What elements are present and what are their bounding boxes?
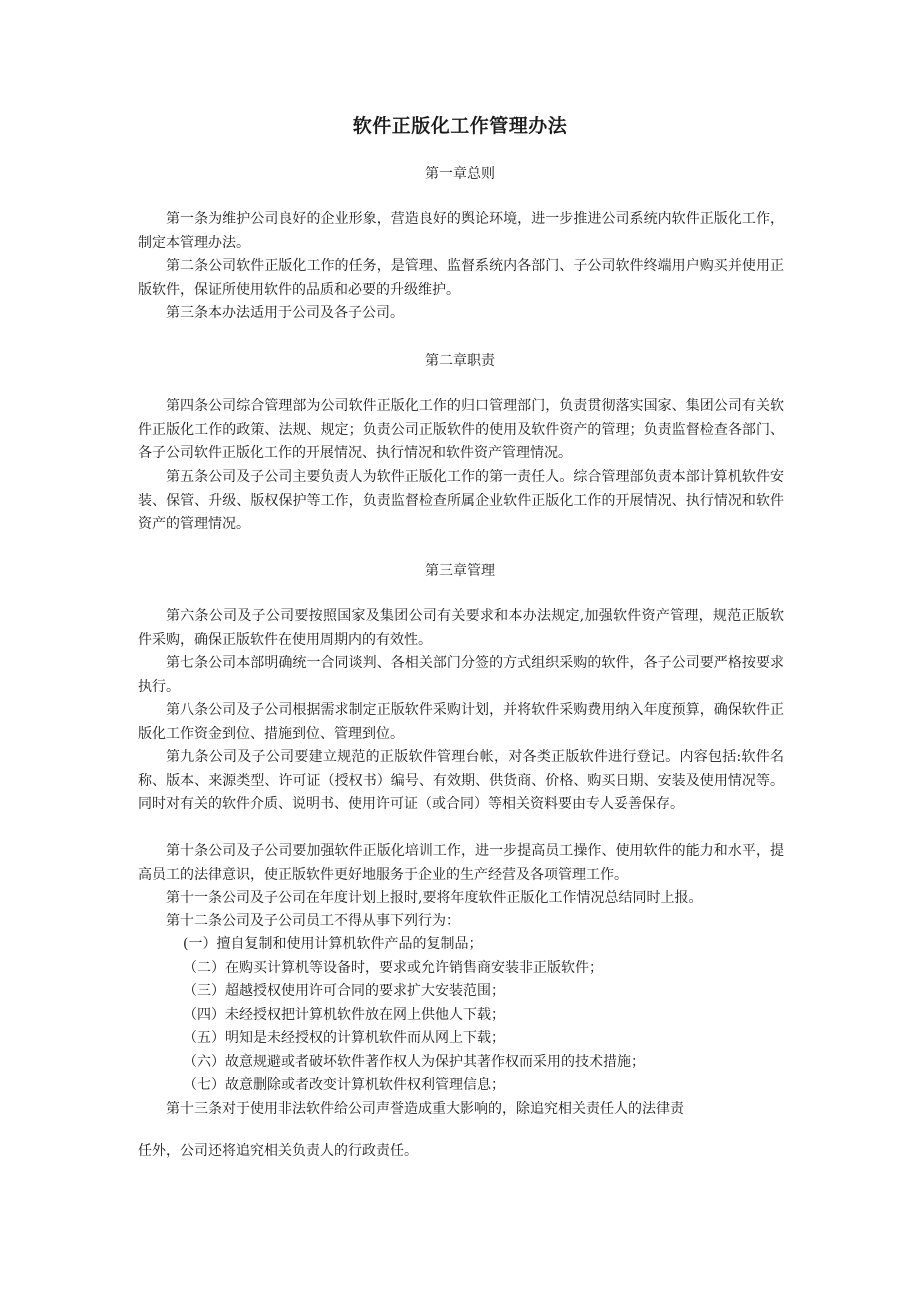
prohibited-item: （五）明知是未经授权的计算机软件而从网上下载； (183, 1030, 505, 1046)
article-10: 第十条公司及子公司要加强软件正版化培训工作，进一步提高员工操作、使用软件的能力和水平，提高员工的法律意识，使正版软件更好地服务于企业的生产经营及各项管理工作。 (138, 843, 784, 883)
prohibited-item: （三）超越授权使用许可合同的要求扩大安装范围； (183, 983, 505, 999)
article-13-line-1: 第十三条对于使用非法软件给公司声誉造成重大影响的，除追究相关责任人的法律责 (166, 1101, 684, 1117)
article-5: 第五条公司及子公司主要负责人为软件正版化工作的第一责任人。综合管理部负责本部计算机软件安装、保管、升级、版权保护等工作，负责监督检查所属企业软件正版化工作的开展情况、执行情况和软件资产的管理情况。 (138, 469, 784, 532)
article-7: 第七条公司本部明确统一合同谈判、各相关部门分签的方式组织采购的软件，各子公司要严格按要求执行。 (138, 655, 784, 695)
article-9: 第九条公司及子公司要建立规范的正版软件管理台帐，对各类正版软件进行登记。内容包括:软件名称、版本、来源类型、许可证（授权书）编号、有效期、供货商、价格、购买日期、安装及使用情况等。同时对有关的软件介质、说明书、使用许可证（或合同）等相关资料要由专人妥善保存。 (138, 749, 784, 812)
prohibited-item: （二）在购买计算机等设备时，要求或允许销售商安装非正版软件； (183, 960, 603, 976)
article-8: 第八条公司及子公司根据需求制定正版软件采购计划，并将软件采购费用纳入年度预算，确保软件正版化工作资金到位、措施到位、管理到位。 (138, 702, 784, 742)
article-12: 第十二条公司及子公司员工不得从事下列行为： (166, 913, 460, 929)
article-1: 第一条为维护公司良好的企业形象，营造良好的舆论环境，进一步推进公司系统内软件正版化工作，制定本管理办法。 (138, 211, 784, 251)
prohibited-item: （七）故意删除或者改变计算机软件权利管理信息； (183, 1077, 505, 1093)
document-title: 软件正版化工作管理办法 (352, 115, 568, 137)
prohibited-item: (一）擅自复制和使用计算机软件产品的复制品； (183, 936, 483, 952)
chapter-heading-1: 第一章总则 (425, 166, 495, 182)
article-13-line-2: 任外，公司还将追究相关负责人的行政责任。 (138, 1143, 418, 1159)
article-6: 第六条公司及子公司要按照国家及集团公司有关要求和本办法规定,加强软件资产管理，规范正版软件采购，确保正版软件在使用周期内的有效性。 (138, 608, 784, 648)
article-4: 第四条公司综合管理部为公司软件正版化工作的归口管理部门，负责贯彻落实国家、集团公司有关软件正版化工作的政策、法规、规定；负责公司正版软件的使用及软件资产的管理；负责监督检查各部门、各子公司软件正版化工作的开展情况、执行情况和软件资产管理情况。 (138, 398, 784, 461)
article-3: 第三条本办法适用于公司及各子公司。 (166, 305, 404, 321)
chapter-heading-2: 第二章职责 (425, 353, 495, 369)
article-2: 第二条公司软件正版化工作的任务，是管理、监督系统内各部门、子公司软件终端用户购买并使用正版软件，保证所使用软件的品质和必要的升级维护。 (138, 258, 784, 298)
prohibited-item: （四）未经授权把计算机软件放在网上供他人下载； (183, 1007, 505, 1023)
chapter-heading-3: 第三章管理 (425, 563, 495, 579)
article-11: 第十一条公司及子公司在年度计划上报时,要将年度软件正版化工作情况总结同时上报。 (166, 890, 703, 906)
prohibited-item: （六）故意规避或者破坏软件著作权人为保护其著作权而采用的技术措施； (183, 1054, 645, 1070)
